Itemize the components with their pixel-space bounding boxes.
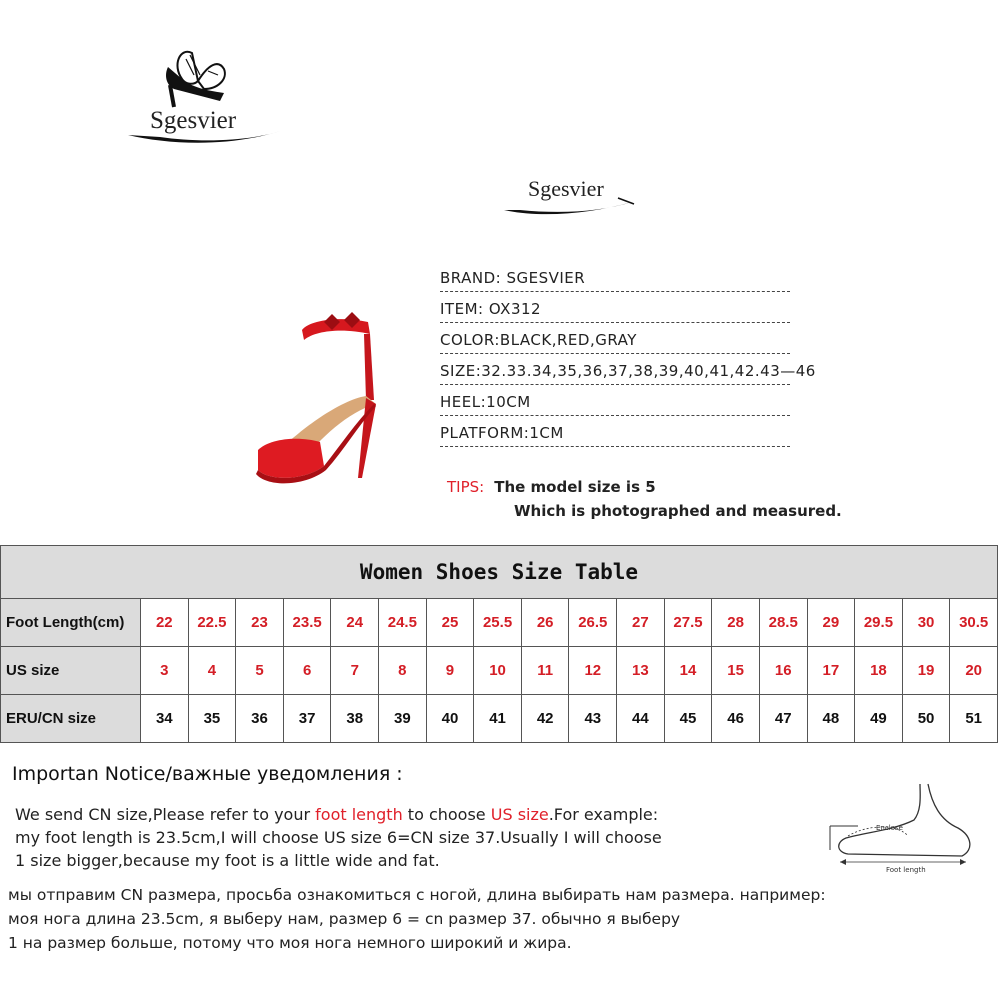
size-table-cell: 6 <box>283 647 331 695</box>
divider <box>440 353 790 354</box>
size-table-cell: 27 <box>617 599 665 647</box>
spec-size: SIZE:32.33.34,35,36,37,38,39,40,41,42.43—46 <box>440 358 860 389</box>
size-table-cell: 43 <box>569 695 617 743</box>
size-table-cell: 30.5 <box>950 599 998 647</box>
divider <box>440 415 790 416</box>
size-table-cell: 34 <box>141 695 189 743</box>
notice-en-line2: my foot length is 23.5cm,I will choose US size 6=CN size 37.Usually I will choose <box>15 828 662 847</box>
notice-title: Importan Notice/важные уведомления : <box>12 763 403 785</box>
size-table-cell: 42 <box>521 695 569 743</box>
notice-ru-line1: мы отправим CN размера, просьба ознакомиться с ногой, длина выбирать нам размера. например: <box>8 886 826 904</box>
size-table-cell: 25.5 <box>474 599 522 647</box>
size-table-cell: 25 <box>426 599 474 647</box>
size-table-cell: 46 <box>712 695 760 743</box>
spec-color: COLOR:BLACK,RED,GRAY <box>440 327 860 358</box>
size-table-cell: 41 <box>474 695 522 743</box>
notice-ru-line2: моя нога длина 23.5cm, я выберу нам, размер 6 = cn размер 37. обычно я выберу <box>8 910 681 928</box>
size-table-cell: 27.5 <box>664 599 712 647</box>
notice-en-line3: 1 size bigger,because my foot is a little wide and fat. <box>15 851 440 870</box>
size-table-cell: 9 <box>426 647 474 695</box>
size-table-cell: 15 <box>712 647 760 695</box>
size-table-cell: 19 <box>902 647 950 695</box>
divider <box>440 291 790 292</box>
size-table-cell: 22.5 <box>188 599 236 647</box>
brand-logo-small <box>500 168 640 218</box>
foot-icon <box>828 780 988 875</box>
size-table-cell: 20 <box>950 647 998 695</box>
spec-heel: HEEL:10CM <box>440 389 860 420</box>
brand-logo-text: Sgesvier <box>150 107 237 134</box>
size-table-cell: 38 <box>331 695 379 743</box>
size-table-cell: 48 <box>807 695 855 743</box>
size-table-cell: 24.5 <box>379 599 427 647</box>
highlight-foot-length: foot length <box>315 805 403 824</box>
size-table-row <box>1 599 998 647</box>
foot-length-label: Foot length <box>886 866 926 874</box>
size-table-cell: 40 <box>426 695 474 743</box>
size-table-cell: 29.5 <box>855 599 903 647</box>
size-table-cell: 30 <box>902 599 950 647</box>
size-table-cell: 29 <box>807 599 855 647</box>
size-table-row-header: US size <box>1 647 141 695</box>
size-table-cell: 50 <box>902 695 950 743</box>
spec-item: ITEM: OX312 <box>440 296 860 327</box>
size-table-cell: 36 <box>236 695 284 743</box>
size-table-cell: 7 <box>331 647 379 695</box>
size-table-cell: 26 <box>521 599 569 647</box>
tips-line2: Which is photographed and measured. <box>514 502 842 520</box>
size-table-cell: 4 <box>188 647 236 695</box>
notice-ru-line3: 1 на размер больше, потому что моя нога немного широкий и жира. <box>8 934 572 952</box>
notice-english <box>15 803 775 872</box>
size-table-cell: 14 <box>664 647 712 695</box>
size-table-cell: 3 <box>141 647 189 695</box>
size-table-cell: 28 <box>712 599 760 647</box>
size-table-row-header: Foot Length(cm) <box>1 599 141 647</box>
butterfly-heel-icon <box>120 45 285 160</box>
size-table-cell: 47 <box>759 695 807 743</box>
spec-list <box>440 265 860 451</box>
notice-en-line1: We send CN size,Please refer to your foot length to choose US size.For example: <box>15 805 659 824</box>
spec-platform: PLATFORM:1CM <box>440 420 860 451</box>
size-table-cell: 23.5 <box>283 599 331 647</box>
size-table-cell: 28.5 <box>759 599 807 647</box>
size-table-row-header: ERU/CN size <box>1 695 141 743</box>
size-table-cell: 39 <box>379 695 427 743</box>
size-table-cell: 44 <box>617 695 665 743</box>
size-table-cell: 24 <box>331 599 379 647</box>
size-table-cell: 22 <box>141 599 189 647</box>
highlight-us-size: US size <box>490 805 549 824</box>
size-table-title: Women Shoes Size Table <box>1 546 998 599</box>
brand-logo-small-text: Sgesvier <box>528 176 604 201</box>
size-table-cell: 13 <box>617 647 665 695</box>
size-table-cell: 23 <box>236 599 284 647</box>
size-table-cell: 5 <box>236 647 284 695</box>
size-table-cell: 16 <box>759 647 807 695</box>
size-table-cell: 35 <box>188 695 236 743</box>
tips-line1: The model size is 5 <box>494 478 656 496</box>
notice-russian <box>8 883 968 955</box>
size-table-cell: 37 <box>283 695 331 743</box>
spec-brand: BRAND: SGESVIER <box>440 265 860 296</box>
divider <box>440 446 790 447</box>
brand-logo <box>120 45 285 160</box>
size-table-cell: 17 <box>807 647 855 695</box>
size-table <box>0 545 998 743</box>
size-table-cell: 10 <box>474 647 522 695</box>
divider <box>440 384 790 385</box>
size-table-cell: 26.5 <box>569 599 617 647</box>
size-table-cell: 18 <box>855 647 903 695</box>
size-table-cell: 51 <box>950 695 998 743</box>
tips <box>447 478 842 520</box>
foot-measure-diagram <box>828 780 988 875</box>
size-table-cell: 12 <box>569 647 617 695</box>
size-table-row <box>1 695 998 743</box>
enclose-label: Enclose <box>876 824 903 832</box>
product-shoe-image <box>240 300 420 495</box>
size-table-cell: 45 <box>664 695 712 743</box>
size-table-cell: 8 <box>379 647 427 695</box>
divider <box>440 322 790 323</box>
size-table-row <box>1 647 998 695</box>
size-table-cell: 11 <box>521 647 569 695</box>
tips-label: TIPS: <box>447 478 485 496</box>
size-table-cell: 49 <box>855 695 903 743</box>
